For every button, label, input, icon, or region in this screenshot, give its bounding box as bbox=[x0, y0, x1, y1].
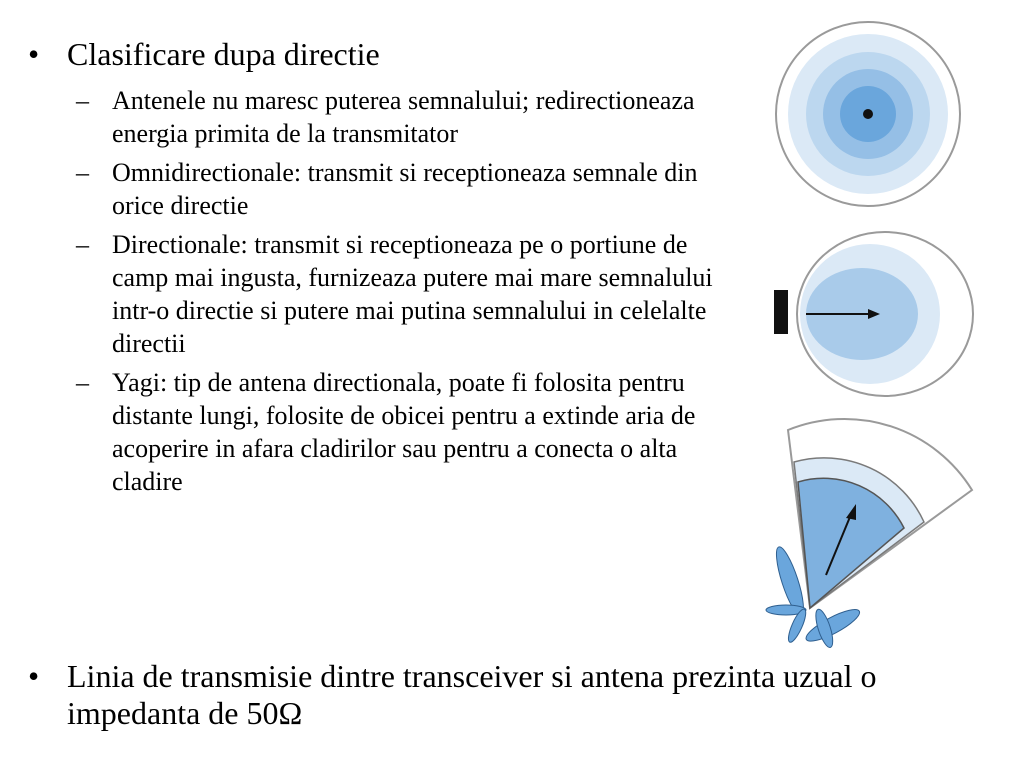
sub-bullet-marker: – bbox=[76, 86, 89, 115]
sub-bullet-antenele bbox=[76, 84, 716, 150]
bullet-marker: • bbox=[28, 36, 40, 72]
yagi-pattern-icon bbox=[764, 410, 976, 648]
directional-pattern-icon bbox=[770, 226, 980, 406]
sub-bullet-marker: – bbox=[76, 230, 89, 259]
bullet-linia-transmisie bbox=[28, 658, 988, 732]
sub-bullet-omnidirectionale bbox=[76, 156, 716, 222]
sub-bullet-yagi bbox=[76, 366, 716, 498]
sub-bullet-text: Antenele nu maresc puterea semnalului; redirectioneaza energia primita de la transmitator bbox=[112, 86, 695, 148]
bullet-marker: • bbox=[28, 658, 40, 694]
bullet-text: Clasificare dupa directie bbox=[67, 36, 380, 72]
sub-bullet-marker: – bbox=[76, 368, 89, 397]
sub-bullet-text: Omnidirectionale: transmit si receptioneaza semnale din orice directie bbox=[112, 158, 698, 220]
bullet-text: Linia de transmisie dintre transceiver si antena prezinta uzual o impedanta de 50Ω bbox=[67, 658, 877, 731]
sub-bullet-directionale bbox=[76, 228, 716, 360]
omnidirectional-pattern-icon bbox=[770, 18, 966, 214]
sub-bullet-text: Directionale: transmit si receptioneaza pe o portiune de camp mai ingusta, furnizeaza putere mai mare semnalului intr-o directie si putere mai putina semnalului in celelalte directii bbox=[112, 230, 713, 358]
sub-bullet-text: Yagi: tip de antena directionala, poate fi folosita pentru distante lungi, folosite de obicei pentru a extinde aria de acoperire in afara cladirilor sau pentru a conecta o alta cladire bbox=[112, 368, 696, 496]
sub-bullet-marker: – bbox=[76, 158, 89, 187]
antenna-figures bbox=[760, 0, 1024, 660]
sub-bullet-list bbox=[76, 84, 716, 504]
